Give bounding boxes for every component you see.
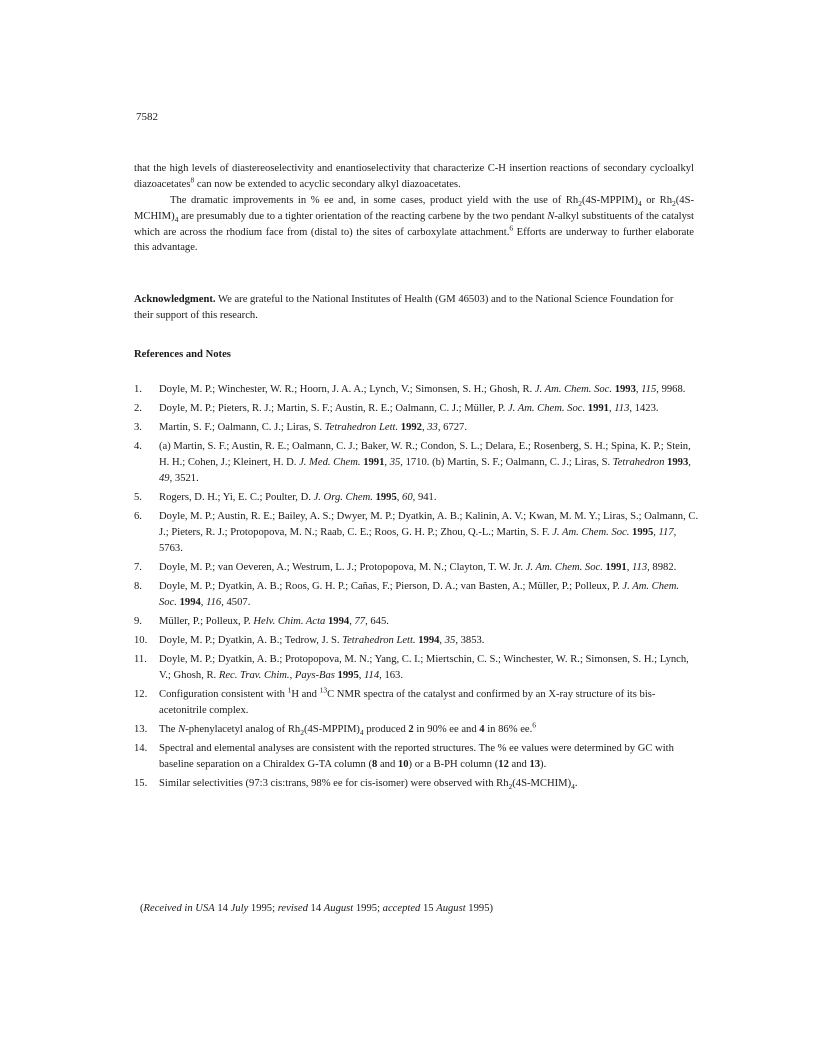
ref-number: 7. (134, 562, 142, 574)
reference-item: 6. Doyle, M. P.; Austin, R. E.; Bailey, A. S.; Dwyer, M. P.; Dyatkin, A. B.; Kalinin, A. V.; Kwan, M. M. Y.; Liras, S.; Oalmann, C. J.; Pieters, R. J.; Protopopova, M. N.; Raab, C. E.; Roos, G. H. P.; Zhou, Q.-L.; Martin, S. F. J. Am. Chem. Soc. 1995, 117, 5763. (134, 511, 699, 554)
compound-number: 13 (529, 759, 541, 771)
italic-text: Received in USA (143, 903, 215, 914)
reference-item (134, 687, 699, 719)
compound-number: 8 (372, 759, 378, 771)
reference-item: 4. (a) Martin, S. F.; Austin, R. E.; Oalmann, C. J.; Baker, W. R.; Condon, S. L.; Delara, E.; Rosenberg, S. H.; Spina, K. P.; Stein, H. H.; Cohen, J.; Kleinert, H. D. J. Med. Chem. 1991, 35, 1710. (b) Martin, S. F.; Oalmann, C. J.; Liras, S. Tetrahedron 1993, 49, 3521. (134, 441, 691, 485)
ref-text: ) or a B-PH column ( (408, 759, 499, 771)
ref-year: 1992 (400, 422, 422, 434)
ref-volume: 33 (427, 422, 438, 434)
ref-journal: J. Med. Chem. (299, 457, 361, 469)
text: 14 (307, 903, 324, 914)
reference-item (134, 741, 699, 773)
ref-volume: 77 (354, 616, 366, 628)
ref-number: 13. (134, 724, 148, 736)
ref-journal: Tetrahedron Lett. (342, 635, 416, 647)
ref-volume: 116 (206, 597, 222, 608)
ref-number: 14. (134, 743, 148, 755)
ref-journal: Tetrahedron (612, 457, 665, 469)
ref-journal: Helv. Chim. Acta (253, 616, 326, 628)
ref-authors: Doyle, M. P.; Dyatkin, A. B.; Roos, G. H. P.; Cañas, F.; Pierson, D. A.; van Basten, A.; Müller, P.; Polleux, P. (159, 581, 623, 593)
ref-authors: Doyle, M. P.; Dyatkin, A. B.; Tedrow, J. S. (159, 635, 343, 647)
text: (4S-MPPIM) (581, 194, 638, 206)
ref-year: 1995 (375, 492, 397, 504)
text: -alkyl substituents of the catalyst which are across the rhodium face from (distal to) the sites of carboxylate attachment. (134, 210, 694, 238)
ref-year: 1993 (614, 384, 636, 395)
ref-pages: , 3521. (169, 473, 199, 485)
citation-sup: 6 (532, 720, 537, 730)
ref-volume: 35 (389, 457, 401, 469)
ref-journal: J. Am. Chem. Soc. (507, 403, 586, 415)
ref-text: The (159, 724, 179, 736)
compound-number: 4 (479, 724, 485, 736)
ref-text: and (377, 759, 398, 771)
text: that the high levels of diastereoselectivity and enantioselectivity that characterize C-H insertion reactions of secondary cycloalkyl diazoacetates (134, 163, 694, 190)
body-text (134, 161, 694, 256)
ref-year: 1994 (179, 597, 201, 608)
ref-text: and (508, 759, 530, 771)
ref-text: -phenylacetyl analog of Rh (185, 724, 301, 736)
text: The dramatic improvements in % ee and, in some cases, product yield with the use of Rh (170, 194, 579, 206)
text: 15 (420, 903, 437, 914)
ref-volume: 49 (159, 473, 170, 485)
ref-year: 1994 (328, 616, 350, 628)
superscript: 1 (287, 685, 292, 695)
ref-journal: J. Am. Chem. Soc. (525, 562, 603, 574)
reference-item: 9. Müller, P.; Polleux, P. Helv. Chim. Acta 1994, 77, 645. (134, 614, 699, 630)
text: 1995) (465, 903, 494, 914)
ref-number: 9. (134, 616, 142, 628)
ref-year: 1995 (337, 670, 359, 682)
reference-item: 5. Rogers, D. H.; Yi, E. C.; Poulter, D. J. Org. Chem. 1995, 60, 941. (134, 490, 699, 506)
ref-authors: Doyle, M. P.; Pieters, R. J.; Martin, S. F.; Austin, R. E.; Oalmann, C. J.; Müller, P. (159, 403, 508, 415)
ref-pages: , 9968. (656, 384, 686, 395)
ref-volume: 114 (364, 670, 380, 682)
ref-text: ). (540, 759, 547, 771)
reference-item: 8. Doyle, M. P.; Dyatkin, A. B.; Roos, G. H. P.; Cañas, F.; Pierson, D. A.; van Basten, A.; Müller, P.; Polleux, P. J. Am. Chem. Soc. 1994, 116, 4507. (134, 581, 680, 608)
reference-item: 3. Martin, S. F.; Oalmann, C. J.; Liras, S. Tetrahedron Lett. 1992, 33, 6727. (134, 420, 699, 436)
italic-text: N (547, 210, 555, 222)
subscript: 4 (174, 214, 179, 224)
ref-volume: 117 (658, 527, 674, 539)
ref-volume: 113 (632, 562, 648, 574)
ref-volume: 113 (614, 403, 630, 415)
italic-text: August (436, 903, 466, 914)
paragraph-2 (134, 193, 694, 257)
ref-year: 1991 (363, 457, 385, 469)
page-number: 7582 (136, 111, 158, 123)
ref-number: 11. (134, 654, 147, 666)
ref-pages: , 6727. (437, 422, 467, 434)
ref-text: (4S-MCHIM) (512, 778, 572, 790)
ref-number: 8. (134, 581, 142, 593)
acknowledgment-text: We are grateful to the National Institutes of Health (GM 46503) and to the National Science Foundation for their support of this research. (134, 294, 674, 321)
ref-pages: , 3853. (455, 635, 485, 647)
reference-list (134, 382, 699, 795)
ref-journal: J. Am. Chem. Soc. (159, 581, 680, 608)
ref-year: 1991 (587, 403, 609, 415)
reference-item: 10. Doyle, M. P.; Dyatkin, A. B.; Tedrow, J. S. Tetrahedron Lett. 1994, 35, 3853. (134, 633, 699, 649)
ref-text: Spectral and elemental analyses are consistent with the reported structures. The % ee values were determined by GC with baseline separation on a Chiraldex G-TA column ( (159, 743, 674, 771)
ref-text: (4S-MPPIM) (303, 724, 360, 736)
ref-number: 12. (134, 689, 148, 701)
ref-authors: Doyle, M. P.; Dyatkin, A. B.; Protopopova, M. N.; Yang, C. I.; Miertschin, C. S.; Winchester, W. R.; Simonsen, S. H.; Lynch, V.; Ghosh, R. (159, 654, 689, 682)
ref-pages: , 645. (365, 616, 389, 628)
reference-item: 1. Doyle, M. P.; Winchester, W. R.; Hoorn, J. A. A.; Lynch, V.; Simonsen, S. H.; Ghosh, R. J. Am. Chem. Soc. 1993, 115, 9968. (134, 382, 699, 398)
ref-number: 5. (134, 492, 142, 504)
text: ( (140, 903, 144, 914)
compound-number: 2 (408, 724, 414, 736)
ref-year: 1995 (632, 527, 654, 539)
compound-number: 10 (397, 759, 409, 771)
reference-item (134, 776, 699, 792)
ref-authors: Doyle, M. P.; van Oeveren, A.; Westrum, L. J.; Protopopova, M. N.; Clayton, T. W. Jr. (159, 562, 526, 574)
subscript: 2 (578, 198, 582, 208)
ref-pages: , 1423. (629, 403, 659, 415)
text: are presumably due to a tighter orientation of the reacting carbene by the two pendant (178, 210, 548, 222)
ref-number: 3. (134, 422, 142, 434)
superscript: 13 (319, 685, 328, 695)
italic-text: July (230, 903, 249, 914)
ref-text: produced (363, 724, 409, 736)
ref-journal: Tetrahedron Lett. (324, 422, 399, 434)
ref-year: 1994 (418, 635, 440, 647)
ref-volume: 115 (641, 384, 657, 395)
ref-number: 15. (134, 778, 148, 790)
italic-text: accepted (382, 903, 421, 914)
ref-authors: Müller, P.; Polleux, P. (159, 616, 254, 628)
ref-text: Similar selectivities (97:3 cis:trans, 98% ee for cis-isomer) were observed with Rh (159, 778, 509, 790)
references-heading: References and Notes (134, 349, 231, 360)
ref-authors: (a) Martin, S. F.; Austin, R. E.; Oalmann, C. J.; Baker, W. R.; Condon, S. L.; Delara, E.; Rosenberg, S. H.; Spina, K. P.; Stein, H. H.; Cohen, J.; Kleinert, H. D. (159, 441, 691, 469)
text: can now be extended to acyclic secondary alkyl diazoacetates. (194, 178, 461, 190)
ref-pages: , 8982. (647, 562, 677, 574)
subscript: 2 (672, 198, 676, 208)
ref-number: 2. (134, 403, 142, 415)
text: 14 (214, 903, 231, 914)
ref-authors: Martin, S. F.; Oalmann, C. J.; Liras, S. (159, 422, 325, 434)
reference-item: 7. Doyle, M. P.; van Oeveren, A.; Westrum, L. J.; Protopopova, M. N.; Clayton, T. W. Jr. J. Am. Chem. Soc. 1991, 113, 8982. (134, 560, 699, 576)
ref-number: 4. (134, 441, 142, 453)
ref-text: C NMR spectra of the catalyst and confirmed by an X-ray structure of its bis-acetonitrile complex. (159, 689, 656, 717)
citation-sup: 8 (190, 175, 195, 185)
ref-authors: Doyle, M. P.; Austin, R. E.; Bailey, A. S.; Dwyer, M. P.; Dyatkin, A. B.; Kalinin, A. V.; Kwan, M. M. Y.; Liras, S.; Oalmann, C. J.; Pieters, R. J.; Protopopova, M. N.; Raab, C. E.; Roos, G. H. P.; Zhou, Q.-L.; Martin, S. F. (159, 511, 699, 539)
received-dates (140, 901, 493, 917)
subscript: 4 (359, 728, 364, 738)
acknowledgment-label: Acknowledgment. (134, 294, 216, 305)
text: Efforts are underway to further elaborate this advantage. (134, 226, 694, 254)
italic-text: revised (277, 903, 308, 914)
ref-text: . (574, 778, 578, 790)
ref-text: in 90% ee and (413, 724, 480, 736)
ref-journal: J. Am. Chem. Soc. (534, 384, 613, 395)
ref-authors: Doyle, M. P.; Winchester, W. R.; Hoorn, J. A. A.; Lynch, V.; Simonsen, S. H.; Ghosh, R. (159, 384, 535, 395)
reference-item: 11. Doyle, M. P.; Dyatkin, A. B.; Protopopova, M. N.; Yang, C. I.; Miertschin, C. S.; Winchester, W. R.; Simonsen, S. H.; Lynch, V.; Ghosh, R. Rec. Trav. Chim., Pays-Bas 1995, 114, 163. (134, 654, 689, 682)
ref-text: in 86% ee. (484, 724, 533, 736)
ref-pages: , 163. (379, 670, 403, 682)
citation-sup: 6 (509, 223, 514, 233)
ref-pages: , 4507. (221, 597, 251, 608)
ref-year: 1993 (667, 457, 689, 469)
italic-text: August (323, 903, 354, 914)
acknowledgment (134, 292, 694, 324)
ref-pages: , 5763. (159, 527, 677, 554)
ref-number: 1. (134, 384, 142, 395)
ref-pages: , 941. (412, 492, 437, 504)
ref-volume: 35 (444, 635, 456, 647)
subscript: 2 (300, 728, 304, 738)
text: or Rh (641, 194, 673, 206)
reference-item (134, 722, 699, 738)
ref-authors: Rogers, D. H.; Yi, E. C.; Poulter, D. (159, 492, 314, 504)
ref-volume: 60 (402, 492, 413, 504)
subscript: 4 (637, 198, 642, 208)
ref-journal: J. Org. Chem. (313, 492, 373, 504)
ref-number: 10. (134, 635, 148, 647)
ref-journal: J. Am. Chem. Soc. (552, 527, 630, 539)
reference-item: 2. Doyle, M. P.; Pieters, R. J.; Martin, S. F.; Austin, R. E.; Oalmann, C. J.; Müller, P. J. Am. Chem. Soc. 1991, 113, 1423. (134, 401, 699, 417)
ref-year: 1991 (605, 562, 627, 574)
text: (4S-MCHIM) (134, 194, 695, 222)
ref-journal: Rec. Trav. Chim., Pays-Bas (218, 670, 335, 682)
subscript: 4 (571, 782, 575, 792)
ref-pages: , 1710. (b) Martin, S. F.; Oalmann, C. J.; Liras, S. (400, 457, 613, 469)
compound-number: 12 (498, 759, 509, 771)
paragraph-1 (134, 161, 694, 193)
text: 1995; (353, 903, 383, 914)
ref-text: Configuration consistent with (159, 689, 288, 701)
italic-text: N (178, 724, 186, 736)
text: 1995; (248, 903, 278, 914)
ref-number: 6. (134, 511, 142, 523)
ref-text: H and (291, 689, 320, 701)
subscript: 2 (508, 782, 513, 792)
